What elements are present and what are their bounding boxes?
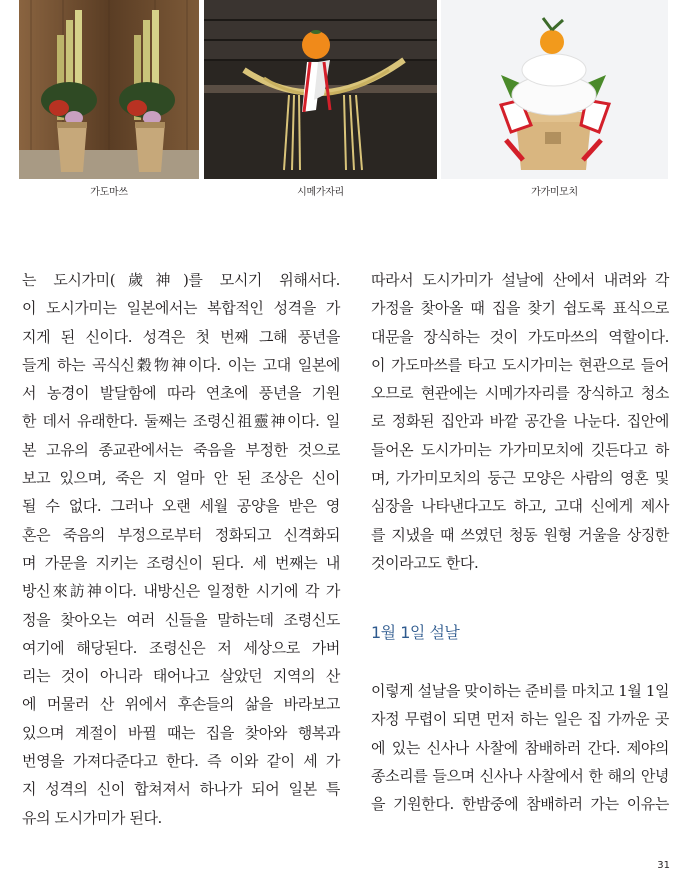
text-line: 혼은 죽음의 부정으로부터 정화되고 신격화되 xyxy=(22,525,340,544)
text-line: 대문을 장식하는 것이 가도마쓰의 역할이다. xyxy=(371,327,669,346)
text-line: 본 고유의 종교관에서는 죽음을 부정한 것으로 xyxy=(22,440,340,459)
text-line: 리는 것이 아니라 태어나고 살았던 지역의 산 xyxy=(22,667,340,686)
text-line: 며, 가가미모치의 둥근 모양은 사람의 영혼 및 xyxy=(371,469,669,488)
text-line: 이 도시가미는 일본에서는 복합적인 성격을 가 xyxy=(22,299,340,318)
text-line: 번영을 가져다준다고 한다. 즉 이와 같이 세 가 xyxy=(22,752,340,771)
kadomatsu-photo xyxy=(19,0,199,179)
text-line: 를 지냈을 때 쓰였던 청동 원형 거울을 상징한 xyxy=(371,525,669,544)
text-line: 여기에 해당된다. 조령신은 저 세상으로 가버 xyxy=(22,638,340,657)
shimekazari-photo xyxy=(204,0,437,179)
left-column-text xyxy=(22,266,340,832)
text-line: 종소리를 들으며 신사나 사찰에서 한 해의 안녕 xyxy=(371,766,669,785)
text-line: 따라서 도시가미가 설날에 산에서 내려와 각 xyxy=(371,271,669,289)
text-line: 것이라고도 한다. xyxy=(371,553,479,572)
text-line: 는 도시가미(歲神)를 모시기 위해서다. xyxy=(22,271,340,289)
text-line: 방신來訪神이다. 내방신은 일정한 시기에 각 가 xyxy=(22,582,340,601)
text-line: 들어온 도시가미는 가가미모치에 깃든다고 하 xyxy=(371,440,669,459)
text-line: 지게 된 신이다. 성격은 첫 번째 그해 풍년을 xyxy=(22,327,340,346)
text-line: 있으며 계절이 바뀔 때는 집을 찾아와 행복과 xyxy=(22,723,340,742)
text-line: 로 정화된 집안과 바깥 공간을 나눈다. 집안에 xyxy=(371,412,669,431)
text-line: 을 기원한다. 한밤중에 참배하러 가는 이유는 xyxy=(371,795,669,814)
text-line: 지 성격의 신이 합쳐져서 하나가 되어 일본 특 xyxy=(22,780,340,799)
text-line: 심장을 나타낸다고도 하고, 고대 신에게 제사 xyxy=(371,497,669,516)
text-line: 정을 찾아오는 여러 신들을 말하는데 조령신도 xyxy=(22,610,340,629)
kadomatsu-illustration xyxy=(19,0,199,179)
right-column-text xyxy=(371,266,669,577)
page-number: 31 xyxy=(657,860,670,871)
text-line: 에 머물러 산 위에서 후손들의 삶을 바라보고 xyxy=(22,695,340,714)
text-line: 될 수 없다. 그러나 오랜 세월 공양을 받은 영 xyxy=(22,497,340,516)
shimekazari-caption: 시메가자리 xyxy=(297,187,344,198)
text-line: 들게 하는 곡식신穀物神이다. 이는 고대 일본에 xyxy=(22,355,340,374)
text-line: 보고 있으며, 죽은 지 얼마 안 된 조상은 신이 xyxy=(22,469,340,488)
text-line: 서 농경이 발달함에 따라 연초에 풍년을 기원 xyxy=(22,384,340,403)
text-line: 오므로 현관에는 시메가자리를 장식하고 청소 xyxy=(371,384,669,403)
kagami-mochi-caption: 가가미모치 xyxy=(531,187,578,198)
section-heading: 1월 1일 설날 xyxy=(371,623,460,642)
text-line: 자정 무렵이 되면 먼저 하는 일은 집 가까운 곳 xyxy=(371,710,669,729)
right-column-text-2 xyxy=(371,677,669,818)
kadomatsu-caption: 가도마쓰 xyxy=(90,187,128,198)
text-line: 이렇게 설날을 맞이하는 준비를 마치고 1월 1일 xyxy=(371,682,670,700)
text-line: 에 있는 신사나 사찰에 참배하러 간다. 제야의 xyxy=(371,738,669,757)
text-line: 한 데서 유래한다. 둘째는 조령신祖靈神이다. 일 xyxy=(22,412,340,431)
kagami-mochi-photo xyxy=(441,0,668,179)
kagami-mochi-illustration xyxy=(441,0,668,179)
text-line: 유의 도시가미가 된다. xyxy=(22,808,162,827)
shimekazari-illustration xyxy=(204,0,437,179)
text-line: 이 가도마쓰를 타고 도시가미는 현관으로 들어 xyxy=(371,355,669,374)
text-line: 가정을 찾아올 때 집을 찾기 쉽도록 표식으로 xyxy=(371,299,669,318)
text-line: 며 가문을 지키는 조령신이 된다. 세 번째는 내 xyxy=(22,553,340,572)
